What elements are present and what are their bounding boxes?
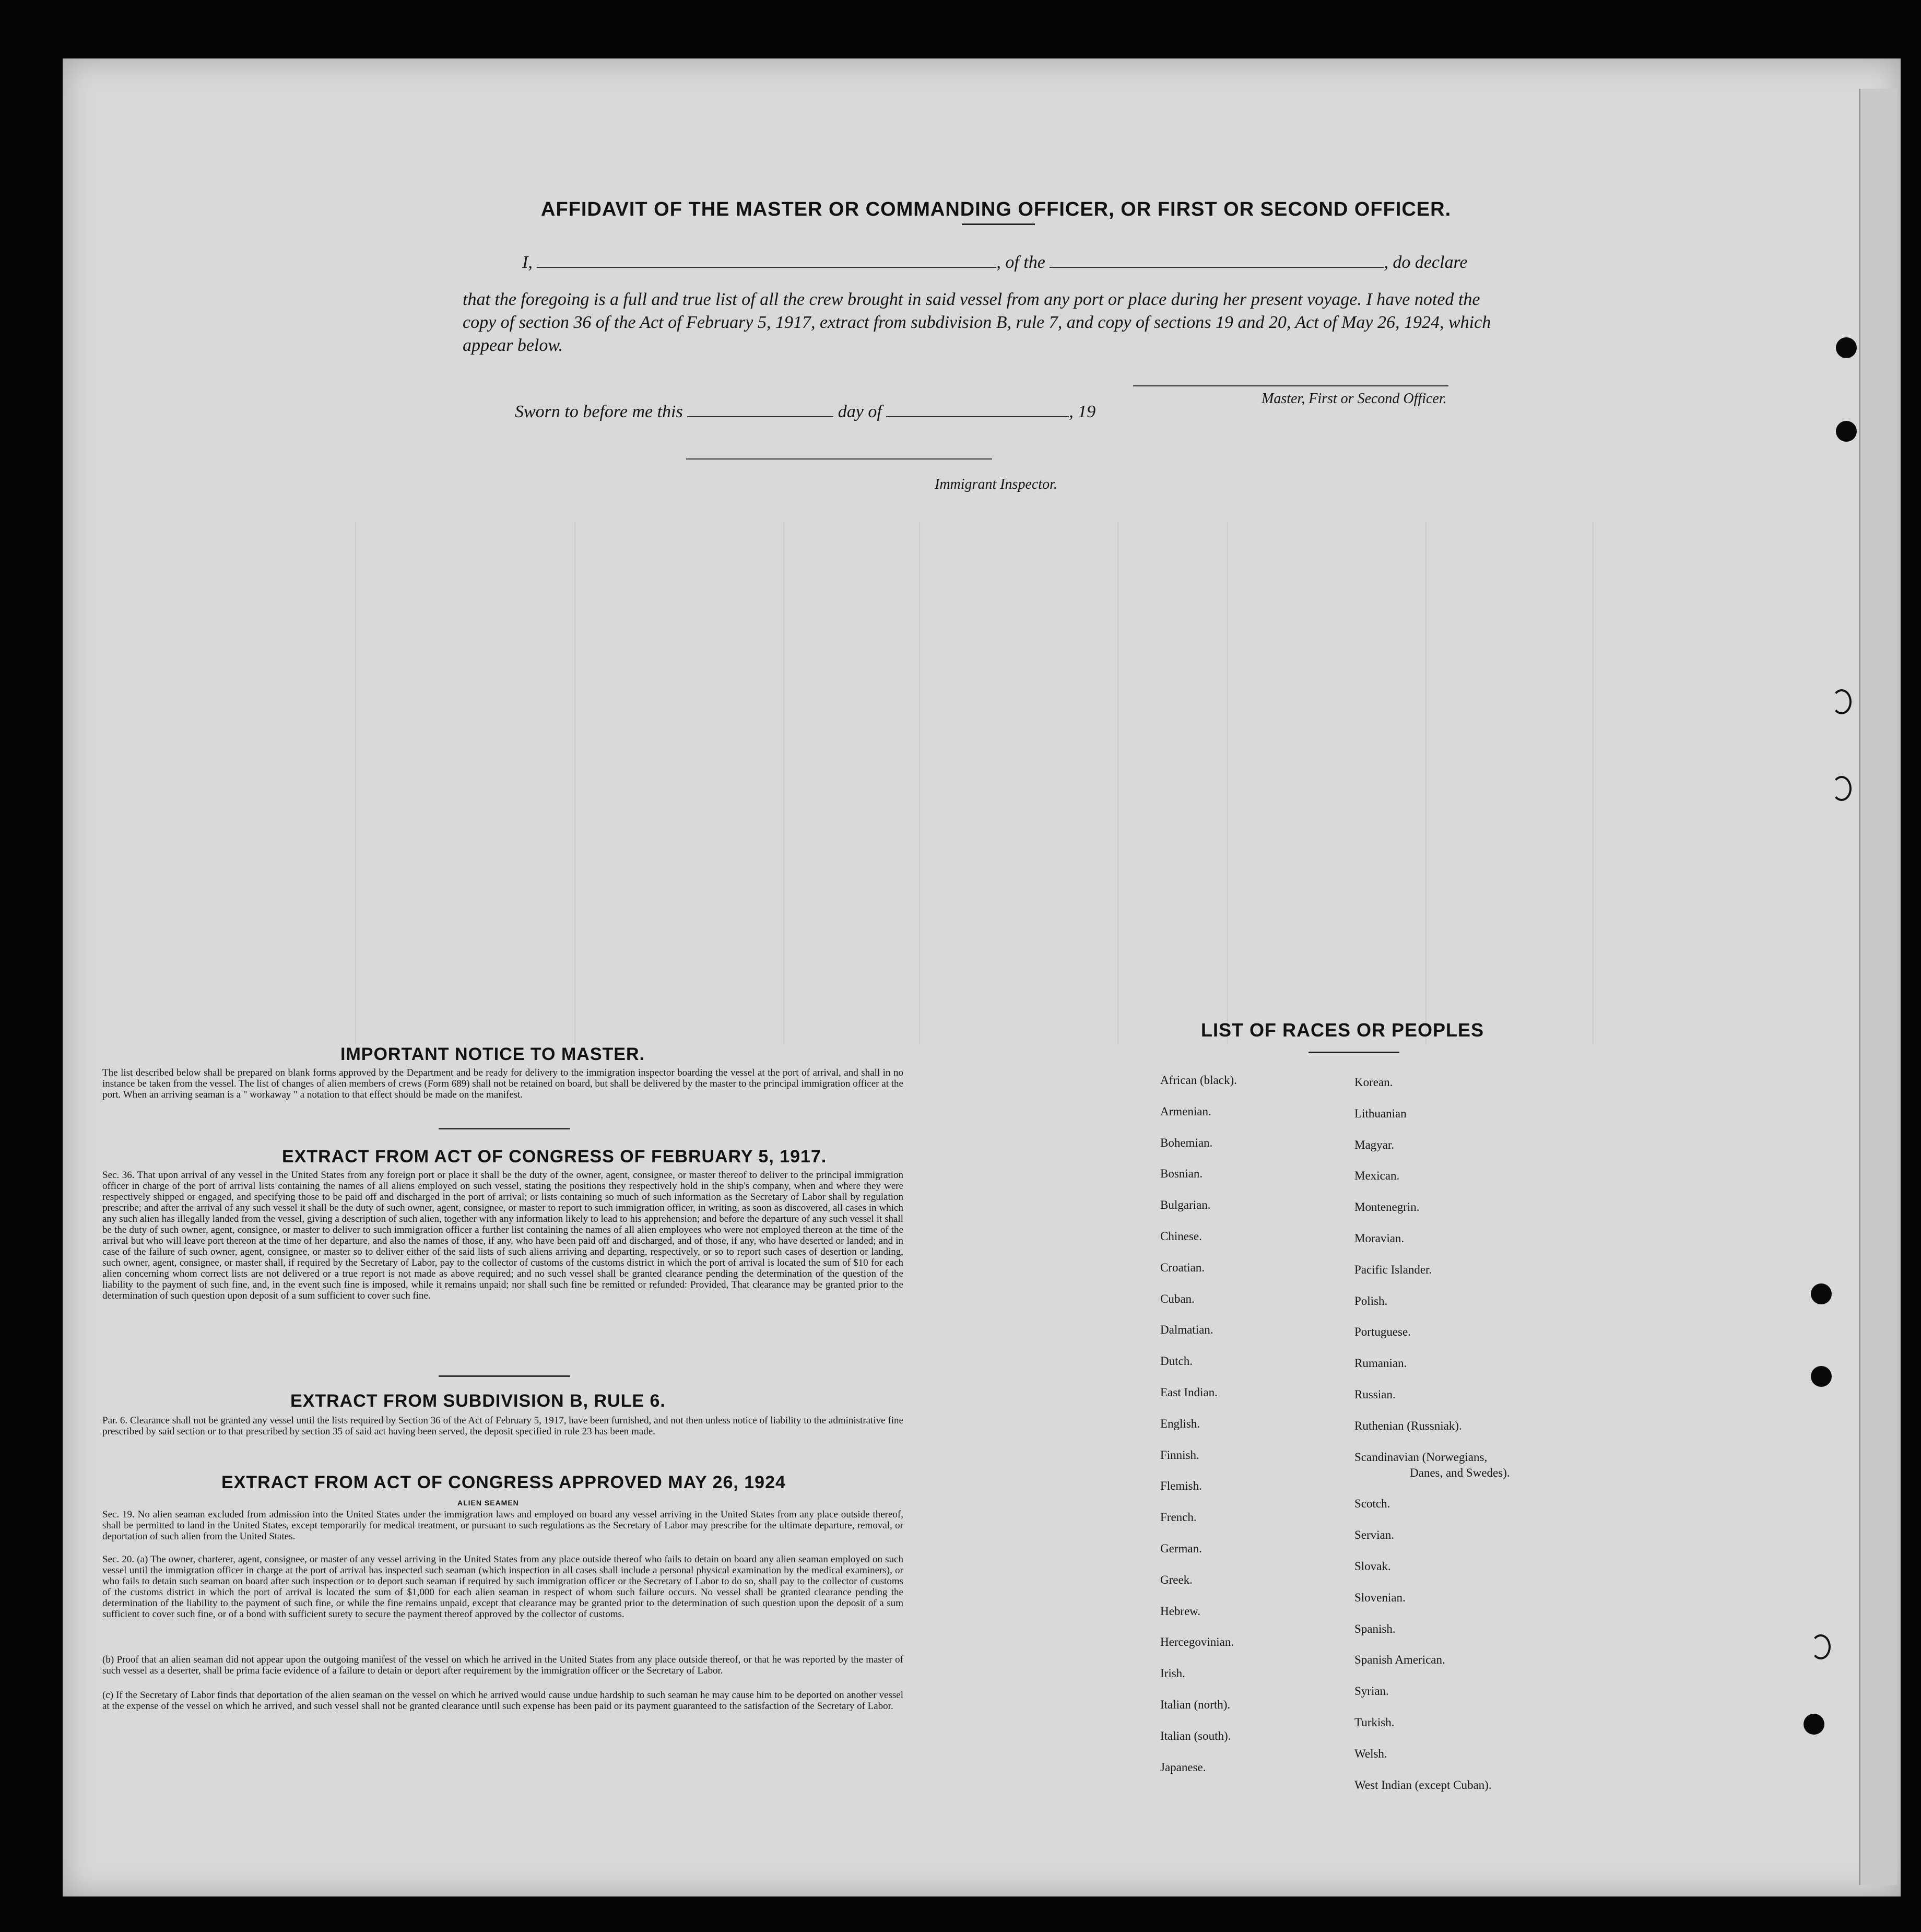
binder-hole: [1811, 1366, 1832, 1387]
alien-seamen-subtitle: ALIEN SEAMEN: [457, 1499, 519, 1507]
race-item: French.: [1160, 1511, 1197, 1524]
ghost-rule: [783, 522, 784, 1044]
race-item: Russian.: [1354, 1388, 1396, 1401]
race-item: Slovak.: [1354, 1560, 1391, 1573]
race-item: Slovenian.: [1354, 1591, 1406, 1604]
race-item: Spanish.: [1354, 1622, 1396, 1635]
sworn-prefix: Sworn to before me this: [515, 402, 683, 421]
master-signature-line[interactable]: [1133, 385, 1448, 386]
binder-hole: [1832, 776, 1852, 801]
sworn-month-field[interactable]: [886, 411, 1069, 417]
races-title-underline: [1309, 1052, 1399, 1053]
extract-1917-text: Sec. 36. That upon arrival of any vessel in the United States from any foreign port or place it shall be the duty of the owner, agent, consignee, or master thereof to deliver to the principal immigration officer in charge of the port of arrival lists containing the names of all aliens employed on such vessel, stating the positions they respectively hold in the ship's company, when and where they were respectively shipped or engaged, and specifying those to be paid off and discharged in the port of arrival; or lists containing so much of such information as the Secretary of Labor shall by regulation prescribe; and after the arrival of any such vessel it shall be the duty of such owner, agent, consignee, or master to report to such immigration officer, in writing, as soon as discovered, all cases in which any such alien has illegally landed from the vessel, giving a description of such alien, together with any information likely to lead to his apprehension; and before the departure of any such vessel it shall be the duty of such owner, agent, consignee, or master to deliver to such immigration officer a further list containing the names of all alien employees who were not employed thereon at the time of the arrival but who will leave port thereon at the time of her departure, and also the names of those, if any, who have been paid off and discharged, and of those, if any, who have deserted or landed; and in case of the failure of such owner, agent, consignee, or master so to deliver either of the said lists of such aliens arriving and departing, respectively, or so to report such cases of desertion or landing, such owner, agent, consignee, or master shall, if required by the Secretary of Labor, pay to the collector of customs of the customs district in which the port of arrival is located the sum of $10 for each alien concerning whom correct lists are not delivered or a true report is not made as above required; and no such vessel shall be granted clearance pending the determination of the question of the liability to the payment of such fine, and, in the event such fine is imposed, while it remains unpaid; nor shall such fine be remitted or refunded: Provided, That clearance may be granted prior to the determination of such question upon deposit of a sum sufficient to cover such fine.: [102, 1170, 903, 1301]
underlying-page-edge: [1859, 89, 1897, 1885]
race-item: African (black).: [1160, 1074, 1237, 1087]
section-divider: [439, 1128, 570, 1129]
ghost-rule: [1117, 522, 1118, 1044]
race-item: Danes, and Swedes).: [1410, 1466, 1510, 1479]
race-item: Japanese.: [1160, 1760, 1206, 1774]
sworn-day-field[interactable]: [687, 411, 833, 417]
master-caption: Master, First or Second Officer.: [1262, 391, 1447, 407]
race-item: East Indian.: [1160, 1386, 1218, 1399]
binder-hole: [1811, 1283, 1832, 1304]
extract-1924-sec20c: (c) If the Secretary of Labor finds that deportation of the alien seaman on the vessel on which he arrived would cause undue hardship to such seaman he may cause him to be deported on another vessel at the expense of the vessel on which he arrived, and such vessel shall not be granted clearance until such expense has been paid or its payment guaranteed to the satisfaction of the Secretary of Labor.: [102, 1690, 903, 1712]
race-item: English.: [1160, 1417, 1200, 1430]
day-of-label: day of: [838, 402, 882, 421]
race-item: Armenian.: [1160, 1104, 1211, 1118]
inspector-signature-line[interactable]: [686, 458, 992, 460]
race-item: Scandinavian (Norwegians,: [1354, 1450, 1488, 1464]
binder-hole: [1811, 1634, 1831, 1659]
year-prefix: , 19: [1069, 402, 1096, 421]
race-item: Hercegovinian.: [1160, 1635, 1234, 1649]
race-item: Chinese.: [1160, 1230, 1202, 1243]
race-item: Mexican.: [1354, 1169, 1400, 1183]
of-the-label: , of the: [996, 253, 1045, 272]
notice-title: IMPORTANT NOTICE TO MASTER.: [340, 1044, 645, 1064]
binder-hole: [1836, 421, 1857, 442]
extract-1924-title: EXTRACT FROM ACT OF CONGRESS APPROVED MAY 26, 1924: [221, 1472, 786, 1492]
race-item: Servian.: [1354, 1528, 1395, 1542]
sworn-line: [515, 402, 1095, 422]
race-item: Irish.: [1160, 1667, 1185, 1680]
binder-hole: [1804, 1714, 1824, 1735]
race-item: Ruthenian (Russniak).: [1354, 1419, 1462, 1432]
extract-1924-sec20a: Sec. 20. (a) The owner, charterer, agent, consignee, or master of any vessel arriving in the United States from any place outside thereof who fails to detain on board any alien seaman employed on such vessel until the immigration officer in charge at the port of arrival has inspected such seaman (which inspection in all cases shall include a personal physical examination by the medical examiners), or who fails to detain such seaman on board after such inspection or to deport such seaman if required by such immigration officer or the Secretary of Labor to do so, shall pay to the collector of customs of the customs district in which the port of arrival is located the sum of $1,000 for each alien seaman in respect of whom such failure occurs. No vessel shall be granted clearance pending the determination of the liability to the payment of such fine, or while the fine remains unpaid, except that clearance may be granted prior to the determination of such question upon the deposit of a sum sufficient to cover such fine, or of a bond with sufficient surety to secure the payment thereof approved by the collector of customs.: [102, 1554, 903, 1620]
ghost-rule: [1425, 522, 1427, 1044]
title-underline: [962, 223, 1035, 225]
ghost-rule: [1227, 522, 1228, 1044]
affidavit-declaration-line: [522, 253, 1468, 273]
race-item: Finnish.: [1160, 1448, 1199, 1462]
race-item: German.: [1160, 1542, 1202, 1555]
race-item: West Indian (except Cuban).: [1354, 1778, 1492, 1792]
race-item: Moravian.: [1354, 1232, 1405, 1245]
race-item: Lithuanian: [1354, 1106, 1407, 1120]
race-item: Welsh.: [1354, 1747, 1387, 1760]
race-item: Bosnian.: [1160, 1167, 1203, 1181]
name-field[interactable]: [537, 262, 996, 268]
race-item: Hebrew.: [1160, 1604, 1201, 1618]
extract-1924-sec20b: (b) Proof that an alien seaman did not appear upon the outgoing manifest of the vessel on which he arrived in the United States from any place outside thereof, or that he was reported by the master of such vessel as a deserter, shall be prima facie evidence of a failure to detain or deport after requirement by the immigration officer or the Secretary of Labor.: [102, 1654, 903, 1676]
affidavit-body: that the foregoing is a full and true list of all the crew brought in said vessel from any port or place during her present voyage. I have noted the copy of section 36 of the Act of February 5, 1917, extract from subdivision B, rule 7, and copy of sections 19 and 20, Act of May 26, 1924, which appear below.: [463, 290, 1491, 355]
ghost-rule: [355, 522, 356, 1044]
extract-1924-sec19: Sec. 19. No alien seaman excluded from admission into the United States under the immigration laws and employed on board any vessel arriving in the United States from any place outside thereof, shall be permitted to land in the United States, except temporarily for medical treatment, or pursuant to such regulations as the Secretary of Labor may prescribe for the ultimate departure, removal, or deportation of such alien from the United States.: [102, 1509, 903, 1542]
race-item: Dutch.: [1160, 1354, 1193, 1368]
race-item: Croatian.: [1160, 1260, 1205, 1274]
ghost-rule: [1593, 522, 1594, 1044]
binder-hole: [1832, 689, 1852, 714]
race-item: Dalmatian.: [1160, 1323, 1213, 1337]
race-item: Turkish.: [1354, 1716, 1395, 1729]
ghost-rule: [919, 522, 920, 1044]
extract-rule6-text: Par. 6. Clearance shall not be granted any vessel until the lists required by Section 36 of the Act of February 5, 1917, have been furnished, and not then unless notice of liability to the administrative fine prescribed by said section or to that prescribed by section 35 of said act having been served, the deposit specified in rule 23 has been made.: [102, 1415, 903, 1437]
ghost-rule: [574, 522, 575, 1044]
binder-hole: [1836, 337, 1857, 358]
i-label: I,: [522, 253, 533, 272]
notice-text: The list described below shall be prepared on blank forms approved by the Department and be ready for delivery to the immigration inspector boarding the vessel at the port of arrival, and shall in no instance be taken from the vessel. The list of changes of alien members of crews (Form 689) shall not be retained on board, but shall be delivered by the master to the principal immigration officer at the port. When an arriving seaman is a " workaway " a notation to that effect should be made on the manifest.: [102, 1067, 903, 1100]
race-item: Scotch.: [1354, 1497, 1390, 1511]
extract-1917-title: EXTRACT FROM ACT OF CONGRESS OF FEBRUARY 5, 1917.: [282, 1147, 827, 1167]
race-item: Polish.: [1354, 1294, 1388, 1307]
race-item: Pacific Islander.: [1354, 1263, 1432, 1276]
race-item: Montenegrin.: [1354, 1200, 1420, 1214]
race-item: Italian (south).: [1160, 1729, 1231, 1742]
race-item: Syrian.: [1354, 1684, 1389, 1698]
race-item: Italian (north).: [1160, 1698, 1231, 1711]
race-item: Rumanian.: [1354, 1357, 1407, 1370]
races-title: LIST OF RACES OR PEOPLES: [1201, 1019, 1484, 1041]
race-item: Bulgarian.: [1160, 1198, 1211, 1212]
race-item: Flemish.: [1160, 1479, 1202, 1493]
race-item: Magyar.: [1354, 1138, 1395, 1151]
vessel-field[interactable]: [1050, 262, 1384, 268]
race-item: Spanish American.: [1354, 1653, 1445, 1667]
section-divider: [439, 1375, 570, 1377]
race-item: Portuguese.: [1354, 1325, 1411, 1339]
race-item: Greek.: [1160, 1573, 1193, 1586]
affidavit-title: AFFIDAVIT OF THE MASTER OR COMMANDING OFFICER, OR FIRST OR SECOND OFFICER.: [541, 198, 1452, 220]
do-declare-label: , do declare: [1384, 253, 1468, 272]
race-item: Cuban.: [1160, 1292, 1195, 1305]
race-item: Korean.: [1354, 1076, 1393, 1089]
inspector-caption: Immigrant Inspector.: [935, 476, 1057, 492]
extract-rule6-title: EXTRACT FROM SUBDIVISION B, RULE 6.: [290, 1391, 666, 1411]
race-item: Bohemian.: [1160, 1136, 1213, 1149]
